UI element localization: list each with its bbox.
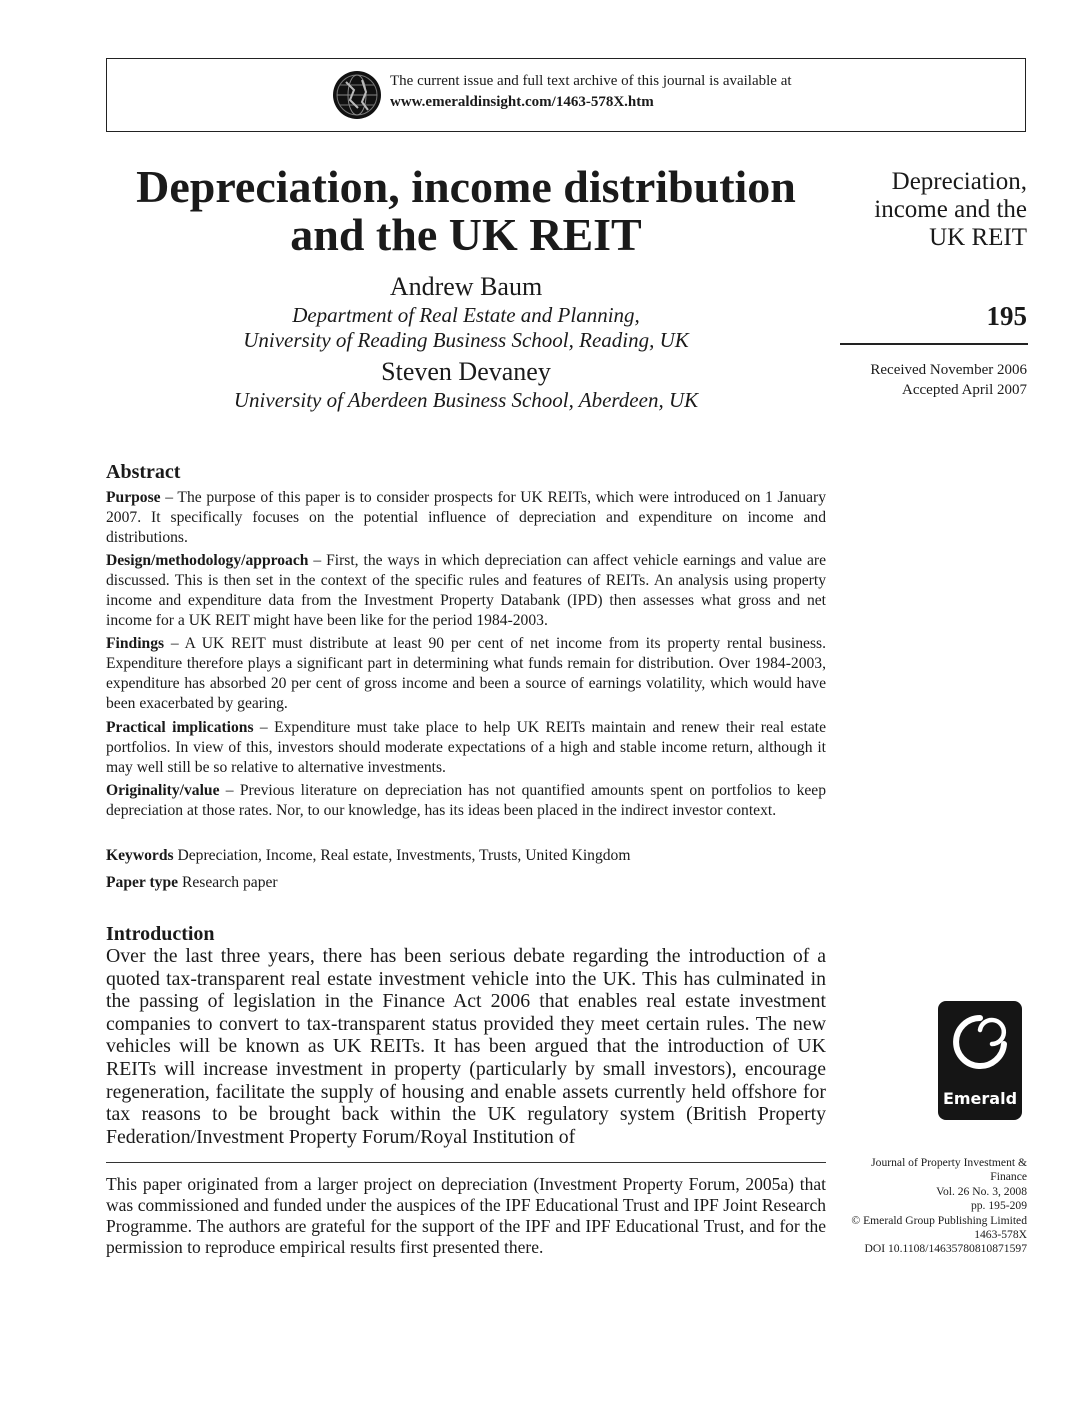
keywords bbox=[106, 846, 826, 866]
accepted-date: Accepted April 2007 bbox=[902, 382, 1027, 398]
abstract-design bbox=[106, 551, 826, 631]
abstract-purpose bbox=[106, 488, 826, 548]
introduction-heading: Introduction bbox=[106, 923, 215, 945]
abstract-implications bbox=[106, 718, 826, 778]
abstract-text: – The purpose of this paper is to consider prospects for UK REITs, which were introduced on 1 January 2007. It specifically focuses on the potential influence of depreciation and expenditure on income and distributions. bbox=[106, 489, 826, 546]
banner-url[interactable]: www.emeraldinsight.com/1463-578X.htm bbox=[390, 94, 654, 110]
running-head-line: UK REIT bbox=[929, 224, 1027, 251]
abstract-text: – First, the ways in which depreciation can affect vehicle earnings and value are discussed. This is then set in the context of the specific rules and features of REITs. An analysis using property income and expenditure data from the Investment Property Databank (IPD) then assesses what gross and net income for a UK REIT might have been like for the period 1984-2003. bbox=[106, 552, 826, 629]
globe-icon bbox=[332, 70, 382, 120]
abstract-text: – A UK REIT must distribute at least 90 per cent of net income from its property rental business. Expenditure therefore plays a significant part in determining what funds remain for distribution. Over 1984-2003, expenditure has absorbed 20 per cent of gross income and been a source of earnings volatility, which would have been exacerbated by gearing. bbox=[106, 635, 826, 712]
submission-dates bbox=[840, 360, 1027, 400]
paper-title bbox=[106, 163, 826, 259]
footnote: This paper originated from a larger project on depreciation (Investment Property Forum, 2005a) that was commissioned and funded under the auspices of the IPF Educational Trust and IPF Joint Research Programme. The authors are grateful for the support of the IPF and IPF Educational Trust, and for the permission to reproduce empirical results first presented there. bbox=[106, 1174, 826, 1257]
running-head-line: income and the bbox=[874, 196, 1027, 223]
journal-info-line: Journal of Property Investment & bbox=[871, 1156, 1027, 1169]
footnote-divider bbox=[106, 1162, 826, 1163]
abstract-findings bbox=[106, 634, 826, 714]
paper-type-label: Paper type bbox=[106, 874, 179, 891]
emerald-logo-text: Emerald bbox=[942, 1089, 1018, 1108]
keywords-text: Depreciation, Income, Real estate, Investments, Trusts, United Kingdom bbox=[173, 847, 631, 864]
paper-type bbox=[106, 873, 826, 893]
abstract-heading: Abstract bbox=[106, 461, 181, 483]
title-line-1: Depreciation, income distribution bbox=[136, 161, 796, 212]
introduction-text: Over the last three years, there has been serious debate regarding the introduction of a quoted tax-transparent real estate investment vehicle into the UK. This has culminated in the passing of legislation in the Finance Act 2006 that enables real estate investment companies to convert to tax-transparent status provided they meet certain rules. The new vehicles will be known as UK REITs. It has been argued that the introduction of UK REITs will increase investment in property (particularly by small investors), encourage regeneration, facilitate the supply of housing and enable assets currently held offshore for tax reasons to be brought back within the UK regulatory system (British Property Federation/Investment Property Forum/Royal Institution of bbox=[106, 945, 826, 1148]
author-name: Steven Devaney bbox=[381, 357, 551, 386]
abstract-label: Purpose bbox=[106, 489, 161, 506]
journal-info bbox=[826, 1156, 1027, 1257]
abstract-label: Originality/value bbox=[106, 782, 220, 799]
abstract-label: Design/methodology/approach bbox=[106, 552, 309, 569]
paper-type-text: Research paper bbox=[178, 874, 278, 891]
journal-info-line: DOI 10.1108/14635780810871597 bbox=[864, 1242, 1027, 1256]
page-number: 195 bbox=[986, 301, 1027, 331]
title-line-2: and the UK REIT bbox=[290, 209, 642, 260]
author-affiliation: University of Aberdeen Business School, Aberdeen, UK bbox=[233, 388, 699, 412]
banner-text: The current issue and full text archive of this journal is available at bbox=[390, 73, 792, 89]
author-name: Andrew Baum bbox=[389, 272, 543, 301]
abstract-text: – Previous literature on depreciation has not quantified amounts spent on portfolios to keep depreciation at those rates. Nor, to our knowledge, has its ideas been placed in the indirect investor context. bbox=[106, 782, 826, 819]
journal-info-line: pp. 195-209 bbox=[970, 1199, 1027, 1213]
author-affiliation: University of Reading Business School, Reading, UK bbox=[243, 328, 689, 352]
author-affiliation: Department of Real Estate and Planning, bbox=[292, 303, 640, 327]
running-head bbox=[840, 168, 1027, 252]
journal-info-line: Finance bbox=[990, 1170, 1027, 1184]
divider bbox=[840, 343, 1028, 345]
received-date: Received November 2006 bbox=[870, 362, 1027, 378]
journal-info-line: 1463-578X bbox=[974, 1228, 1027, 1242]
keywords-label: Keywords bbox=[106, 847, 174, 864]
abstract-label: Findings bbox=[106, 635, 165, 652]
journal-info-line: © Emerald Group Publishing Limited bbox=[851, 1213, 1027, 1227]
journal-info-line: Vol. 26 No. 3, 2008 bbox=[936, 1184, 1027, 1198]
emerald-swirl-icon bbox=[946, 1008, 1014, 1084]
abstract-text: – Expenditure must take place to help UK REITs maintain and renew their real estate portfolios. In view of this, investors should moderate expectations of a high and stable income return, although it may well still be so relative to alternative investments. bbox=[106, 719, 826, 776]
abstract-label: Practical implications bbox=[106, 719, 254, 736]
abstract-originality bbox=[106, 781, 826, 821]
running-head-line: Depreciation, bbox=[891, 168, 1027, 195]
